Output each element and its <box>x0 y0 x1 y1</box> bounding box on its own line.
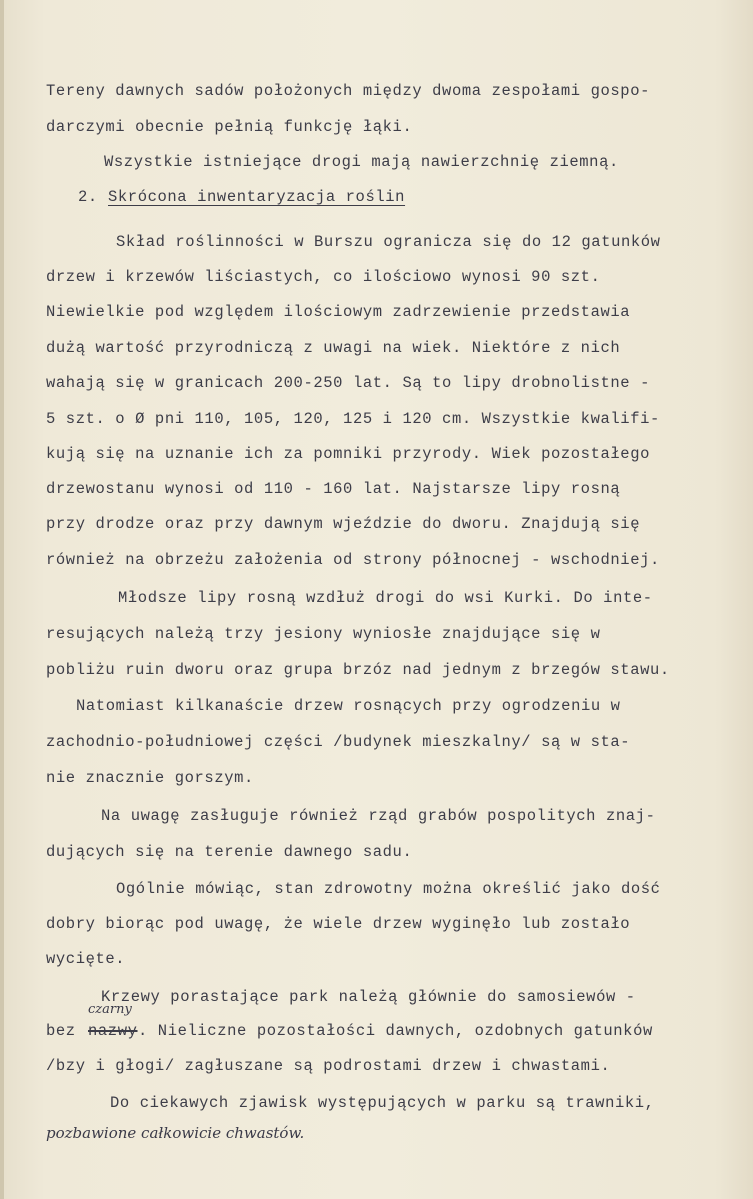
text-line-13: również na obrzeżu założenia od strony północnej - wschodniej. <box>46 551 660 569</box>
section-number: 2. <box>78 188 98 206</box>
text-line-24: wycięte. <box>46 950 126 968</box>
text-line-2: darczymi obecnie pełnią funkcję łąki. <box>46 118 413 136</box>
text-line-15: resujących należą trzy jesiony wyniosłe znajdujące się w <box>46 625 601 643</box>
handwritten-note: pozbawione całkowicie chwastów. <box>46 1124 305 1142</box>
text-line-26-start: bez <box>46 1022 76 1040</box>
text-line-19: nie znacznie gorszym. <box>46 769 254 787</box>
text-line-12: przy drodze oraz przy dawnym wjeździe do dworu. Znajdują się <box>46 515 641 533</box>
struck-word: nazwy <box>88 1022 138 1040</box>
text-line-14: Młodsze lipy rosną wzdłuż drogi do wsi Kurki. Do inte- <box>118 589 653 607</box>
text-line-11: drzewostanu wynosi od 110 - 160 lat. Najstarsze lipy rosną <box>46 480 621 498</box>
text-line-26-rest: . Nieliczne pozostałości dawnych, ozdobnych gatunków <box>138 1022 653 1040</box>
text-line-25: Krzewy porastające park należą głównie do samosiewów - <box>101 988 636 1006</box>
text-line-18: zachodnio-południowej części /budynek mieszkalny/ są w sta- <box>46 733 631 751</box>
text-line-1: Tereny dawnych sadów położonych między dwoma zespołami gospo- <box>46 82 650 100</box>
text-line-23: dobry biorąc pod uwagę, że wiele drzew wyginęło lub zostało <box>46 915 631 933</box>
text-line-3: Wszystkie istniejące drogi mają nawierzchnię ziemną. <box>104 153 619 171</box>
text-line-10: kują się na uznanie ich za pomniki przyrody. Wiek pozostałego <box>46 445 650 463</box>
text-line-7: dużą wartość przyrodniczą z uwagi na wiek. Niektóre z nich <box>46 339 621 357</box>
text-line-6: Niewielkie pod względem ilościowym zadrzewienie przedstawia <box>46 303 631 321</box>
text-line-27: /bzy i głogi/ zagłuszane są podrostami drzew i chwastami. <box>46 1057 611 1075</box>
text-line-21: dujących się na terenie dawnego sadu. <box>46 843 413 861</box>
text-line-20: Na uwagę zasługuje również rząd grabów pospolitych znaj- <box>101 807 656 825</box>
text-line-17: Natomiast kilkanaście drzew rosnących przy ogrodzeniu w <box>76 697 621 715</box>
section-heading: Skrócona inwentaryzacja roślin <box>108 188 406 206</box>
text-line-16: pobliżu ruin dworu oraz grupa brzóz nad jednym z brzegów stawu. <box>46 661 670 679</box>
handwritten-correction: czarny <box>88 1002 132 1017</box>
text-line-5: drzew i krzewów liściastych, co ilościowo wynosi 90 szt. <box>46 268 601 286</box>
text-line-28: Do ciekawych zjawisk występujących w parku są trawniki, <box>110 1094 655 1112</box>
text-line-9: 5 szt. o Ø pni 110, 105, 120, 125 i 120 cm. Wszystkie kwalifi- <box>46 410 660 428</box>
text-line-8: wahają się w granicach 200-250 lat. Są to lipy drobnolistne - <box>46 374 650 392</box>
text-line-4: Skład roślinności w Burszu ogranicza się do 12 gatunków <box>116 233 661 251</box>
text-line-22: Ogólnie mówiąc, stan zdrowotny można określić jako dość <box>116 880 661 898</box>
page-edge <box>0 0 4 1199</box>
